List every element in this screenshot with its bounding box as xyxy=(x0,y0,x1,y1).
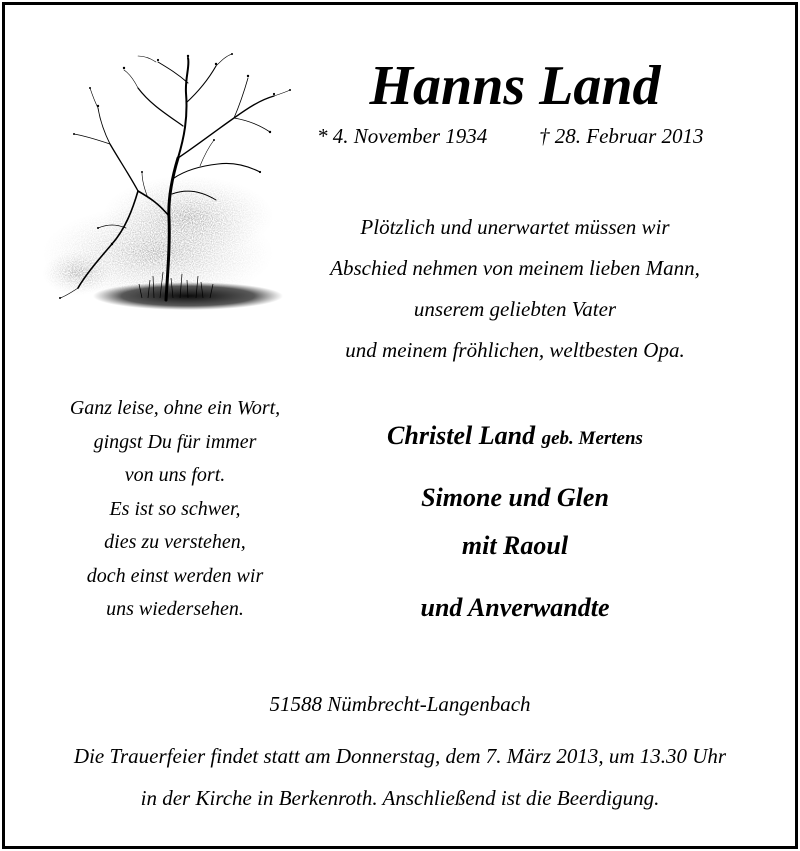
poem xyxy=(30,392,320,627)
birth-date: * 4. November 1934 xyxy=(317,124,488,148)
poem-line: dies zu verstehen, xyxy=(104,531,246,553)
funeral-service xyxy=(0,735,800,819)
announcement-line: unserem geliebten Vater xyxy=(413,297,617,321)
wife-name: Christel Land xyxy=(387,421,536,450)
family-wife xyxy=(305,420,725,455)
service-line: Die Trauerfeier findet statt am Donnerstag, dem 7. März 2013, um 13.30 Uhr xyxy=(73,744,727,768)
poem-line: uns wiedersehen. xyxy=(106,598,244,620)
wife-birthname: geb. Mertens xyxy=(541,428,643,449)
family-relatives: und Anverwandte xyxy=(420,593,610,622)
death-date: † 28. Februar 2013 xyxy=(539,124,704,148)
service-line: in der Kirche in Berkenroth. Anschließend ist die Beerdigung. xyxy=(140,786,660,810)
poem-line: Ganz leise, ohne ein Wort, xyxy=(69,397,281,419)
announcement-line: Plötzlich und unerwartet müssen wir xyxy=(360,215,670,239)
poem-line: doch einst werden wir xyxy=(86,564,264,587)
family-children: Simone und Glen xyxy=(421,483,609,512)
deceased-name: Hanns Land xyxy=(369,55,661,117)
announcement xyxy=(305,207,725,371)
announcement-line: Abschied nehmen von meinem lieben Mann, xyxy=(330,256,700,280)
place: 51588 Nümbrecht-Langenbach xyxy=(269,692,531,716)
poem-line: gingst Du für immer xyxy=(93,430,257,453)
family-grandchild: mit Raoul xyxy=(461,531,569,560)
announcement-line: und meinem fröhlichen, weltbesten Opa. xyxy=(345,338,685,362)
poem-line: Es ist so schwer, xyxy=(109,497,241,520)
tree-illustration xyxy=(38,48,303,338)
poem-line: von uns fort. xyxy=(124,464,226,486)
